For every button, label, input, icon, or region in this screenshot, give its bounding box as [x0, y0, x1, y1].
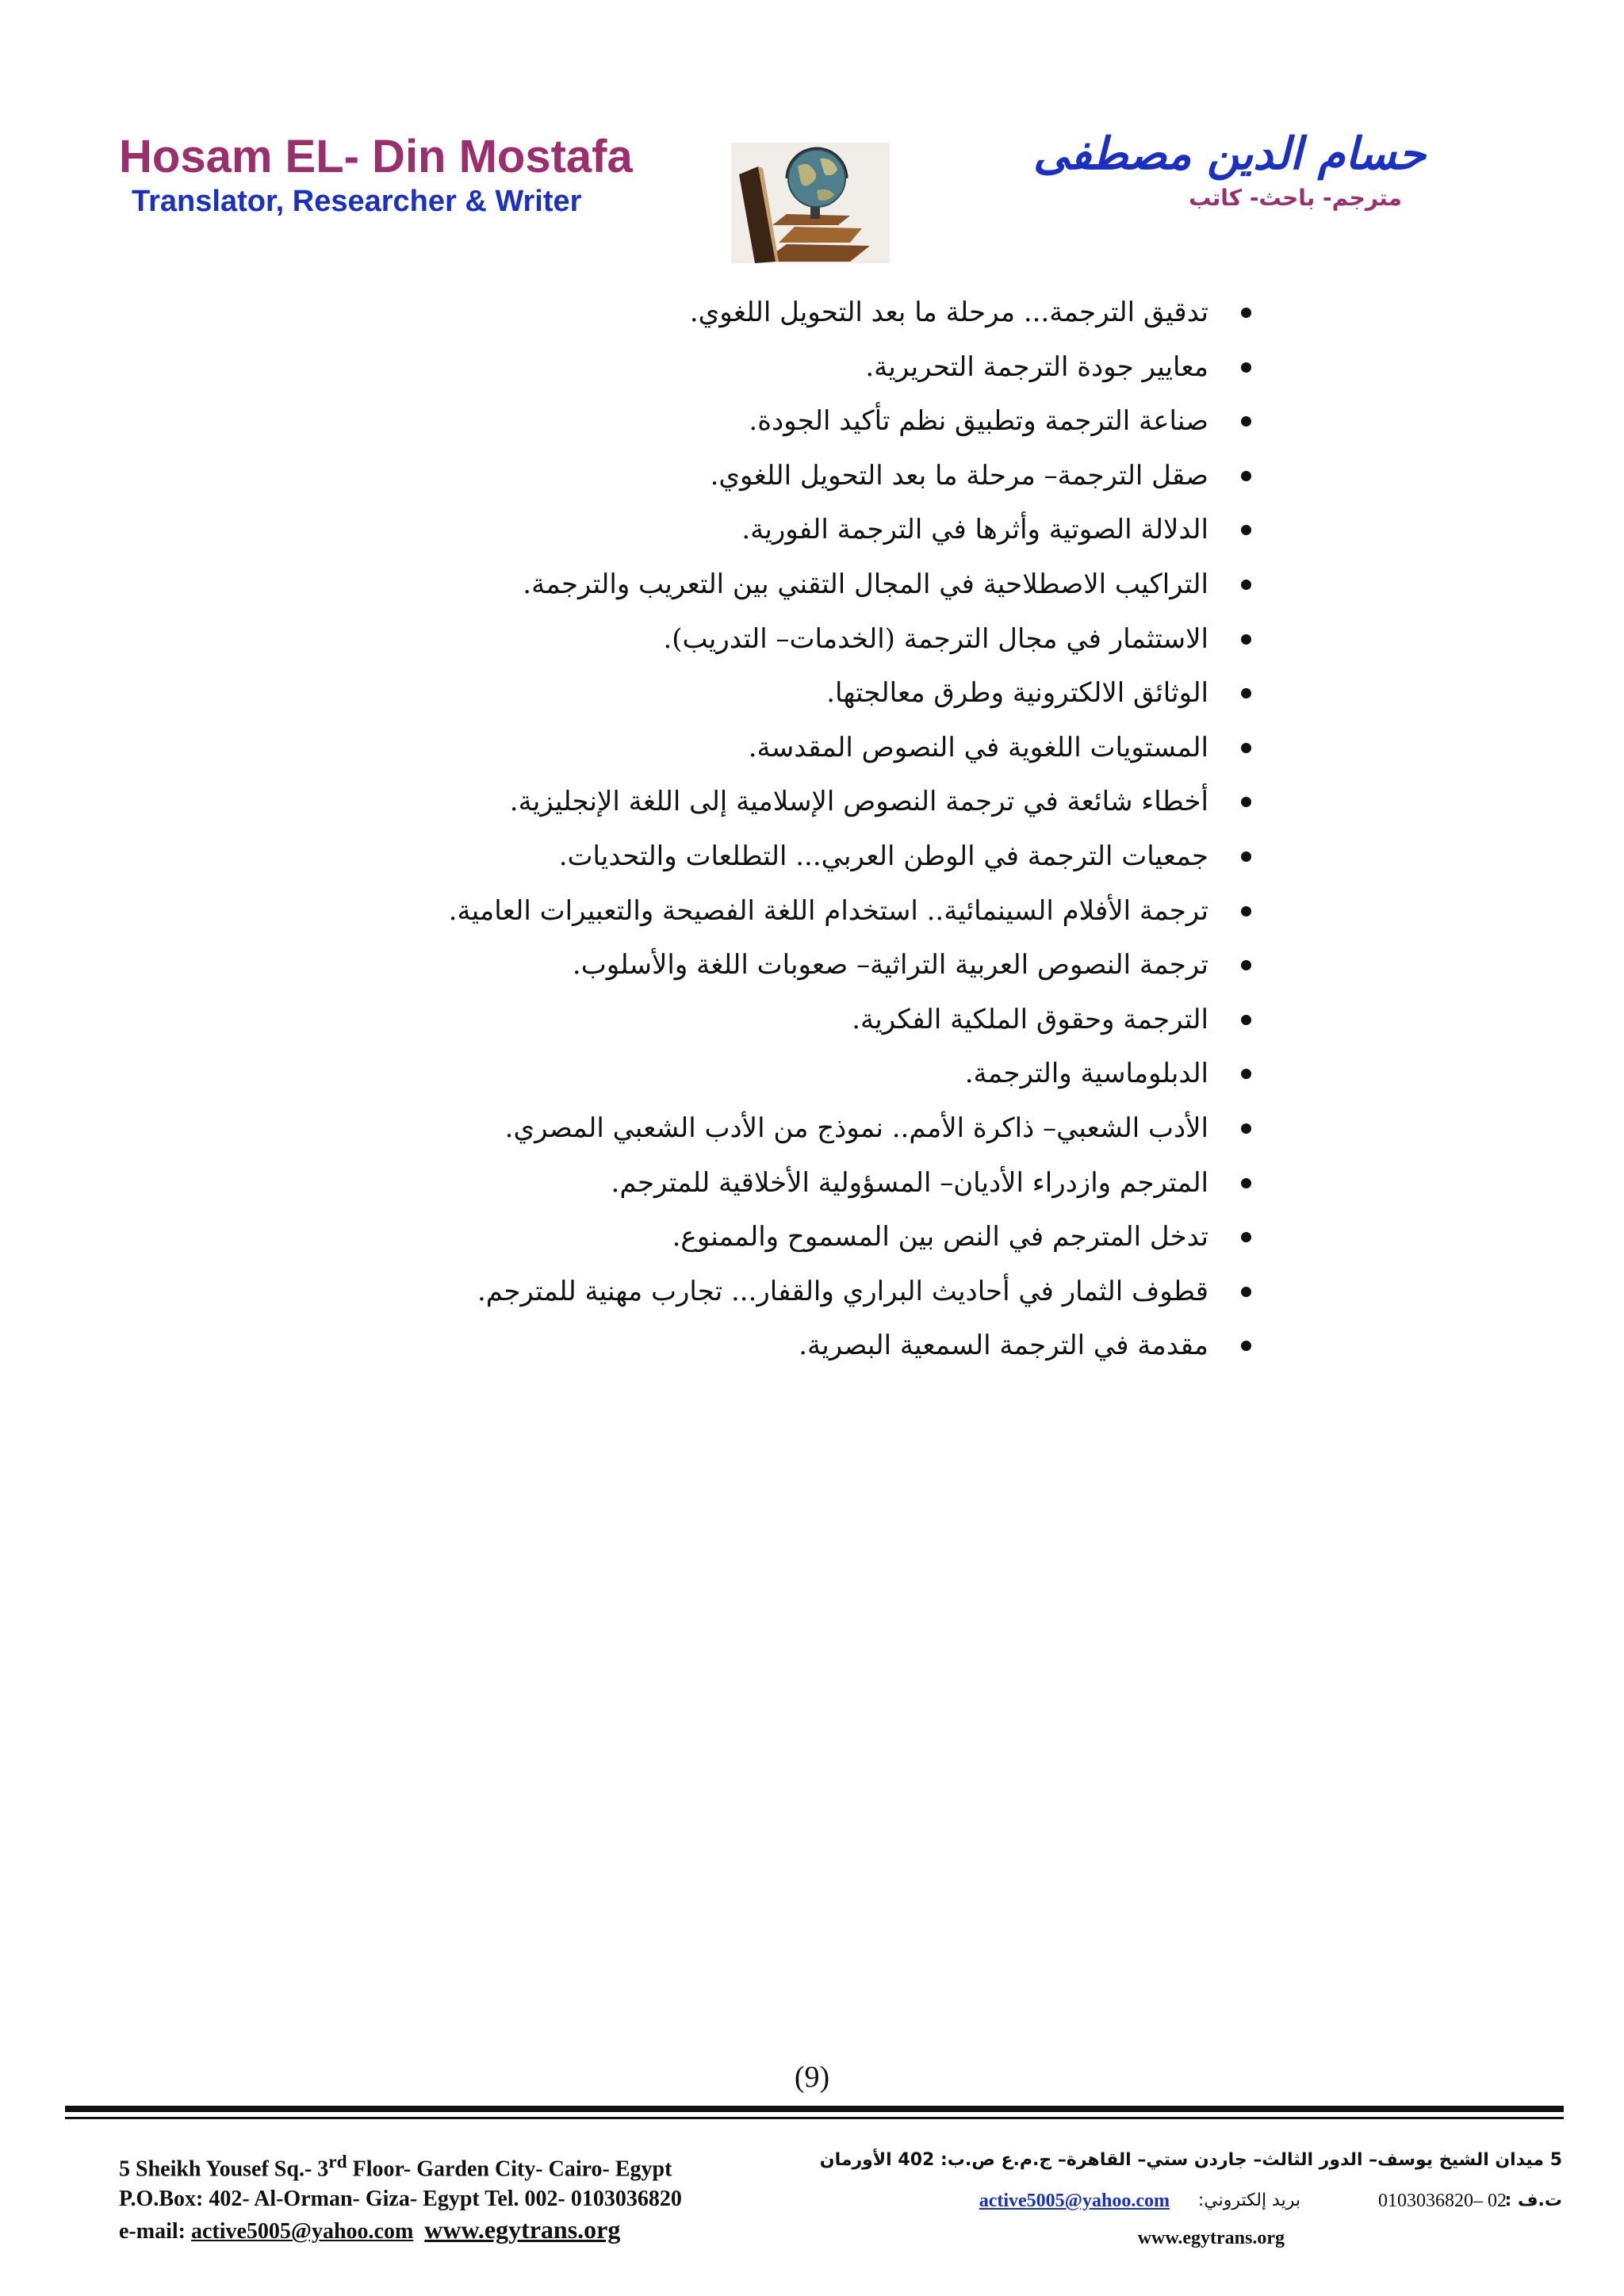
bullet-icon	[1241, 1287, 1251, 1297]
email-label: e-mail:	[119, 2219, 191, 2244]
list-item-text: جمعيات الترجمة في الوطن العربي... التطلعات والتحديات.	[558, 840, 1208, 872]
bullet-icon	[1241, 743, 1251, 753]
list-item	[260, 946, 1251, 1001]
bullet-icon	[1241, 580, 1251, 590]
page-number: (9)	[794, 2061, 830, 2094]
list-item	[260, 729, 1251, 783]
list-item-text: الدبلوماسية والترجمة.	[964, 1058, 1208, 1090]
email-link-ar[interactable]: active5005@yahoo.com	[979, 2191, 1170, 2211]
bullet-icon	[1241, 1123, 1251, 1134]
list-item	[260, 674, 1251, 729]
email-label-ar: بريد إلكتروني:	[1197, 2191, 1300, 2210]
header-english	[119, 131, 633, 220]
list-item	[260, 620, 1251, 675]
footer-contact-en	[119, 2214, 682, 2247]
list-item	[260, 348, 1251, 403]
author-name-en: Hosam EL- Din Mostafa	[119, 131, 633, 182]
bullet-icon	[1241, 634, 1251, 645]
bullet-icon	[1241, 1015, 1251, 1025]
footer-address-en: 5 Sheikh Yousef Sq.- 3rd Floor- Garden City- Cairo- Egypt	[119, 2152, 672, 2182]
list-item	[260, 1164, 1251, 1219]
tel-number-ar: 0103036820– 02	[1378, 2191, 1507, 2211]
bullet-icon	[1241, 797, 1251, 807]
bullet-icon	[1241, 471, 1251, 481]
bullet-icon	[1241, 960, 1251, 970]
list-item-text: تدقيق الترجمة... مرحلة ما بعد التحويل اللغوي.	[689, 297, 1208, 328]
globe-books-icon	[731, 143, 890, 263]
list-item	[260, 892, 1251, 947]
footer-english	[119, 2147, 682, 2247]
list-item-text: معايير جودة الترجمة التحريرية.	[865, 350, 1208, 383]
bullet-icon	[1241, 308, 1251, 318]
footer-address-ar: 5 ميدان الشيخ يوسف– الدور الثالث– جاردن ستي– القاهرة– ج.م.ع ص.ب: 402 الأورمان	[819, 2150, 1562, 2170]
list-item	[260, 293, 1251, 348]
list-item	[260, 837, 1251, 892]
list-item	[260, 1001, 1251, 1055]
bullet-icon	[1241, 1232, 1251, 1242]
list-item-text: صناعة الترجمة وتطبيق نظم تأكيد الجودة.	[749, 405, 1208, 438]
author-title-ar: مترجم- باحث- كاتب	[1189, 185, 1402, 211]
bullet-icon	[1241, 851, 1251, 862]
bullet-icon	[1241, 525, 1251, 535]
footer-divider	[65, 2106, 1564, 2112]
list-item-text: الأدب الشعبي– ذاكرة الأمم.. نموذج من الأدب الشعبي المصري.	[504, 1112, 1208, 1144]
list-item-text: المترجم وازدراء الأديان– المسؤولية الأخلاقية للمترجم.	[611, 1166, 1208, 1199]
list-item	[260, 1218, 1251, 1272]
bullet-icon	[1241, 1178, 1251, 1188]
list-item	[260, 402, 1251, 457]
list-item-text: الاستثمار في مجال الترجمة (الخدمات– التدريب).	[663, 622, 1208, 655]
footer-contact-ar	[880, 2191, 1562, 2216]
bullet-icon	[1241, 362, 1251, 373]
list-item-text: المستويات اللغوية في النصوص المقدسة.	[748, 731, 1208, 763]
list-item-text: تدخل المترجم في النص بين المسموح والممنوع.	[672, 1221, 1208, 1253]
list-item-text: أخطاء شائعة في ترجمة النصوص الإسلامية إلى اللغة الإنجليزية.	[509, 786, 1208, 818]
list-item-text: الترجمة وحقوق الملكية الفكرية.	[852, 1003, 1208, 1035]
list-item	[260, 565, 1251, 620]
list-item-text: ترجمة النصوص العربية التراثية– صعوبات اللغة والأسلوب.	[572, 949, 1208, 982]
list-item	[260, 1272, 1251, 1327]
author-name-ar: حسام الدين مصطفى	[1032, 128, 1426, 180]
list-item	[260, 511, 1251, 565]
list-item-text: صقل الترجمة– مرحلة ما بعد التحويل اللغوي.	[710, 459, 1208, 492]
email-link-en[interactable]: active5005@yahoo.com	[190, 2219, 414, 2244]
footer-arabic	[819, 2150, 1562, 2248]
author-title-en: Translator, Researcher & Writer	[132, 185, 582, 218]
list-item	[260, 457, 1251, 511]
website-link-en[interactable]: www.egytrans.org	[424, 2215, 621, 2244]
bullet-icon	[1241, 906, 1251, 916]
list-item-text: الدلالة الصوتية وأثرها في الترجمة الفورية.	[741, 514, 1208, 546]
topics-list	[260, 293, 1251, 1381]
bullet-icon	[1241, 1341, 1251, 1351]
header-arabic	[1033, 127, 1426, 214]
list-item	[260, 1054, 1251, 1109]
list-item	[260, 783, 1251, 837]
list-item-text: مقدمة في الترجمة السمعية البصرية.	[799, 1330, 1208, 1362]
footer-pobox-en: P.O.Box: 402- Al-Orman- Giza- Egypt Tel. 002- 0103036820	[119, 2187, 682, 2212]
list-item	[260, 1109, 1251, 1164]
bullet-icon	[1241, 1069, 1251, 1079]
list-item-text: الوثائق الالكترونية وطرق معالجتها.	[826, 677, 1208, 710]
list-item-text: ترجمة الأفلام السينمائية.. استخدام اللغة الفصيحة والتعبيرات العامية.	[448, 894, 1208, 927]
list-item	[260, 1326, 1251, 1381]
website-link-ar[interactable]: www.egytrans.org	[1137, 2228, 1285, 2248]
bullet-icon	[1241, 688, 1251, 698]
tel-label-ar: ت.ف :	[1504, 2191, 1562, 2210]
list-item-text: قطوف الثمار في أحاديث البراري والقفار... تجارب مهنية للمترجم.	[477, 1275, 1208, 1307]
bullet-icon	[1241, 416, 1251, 427]
footer-divider-thin	[65, 2117, 1564, 2119]
list-item-text: التراكيب الاصطلاحية في المجال التقني بين التعريب والترجمة.	[523, 568, 1208, 600]
